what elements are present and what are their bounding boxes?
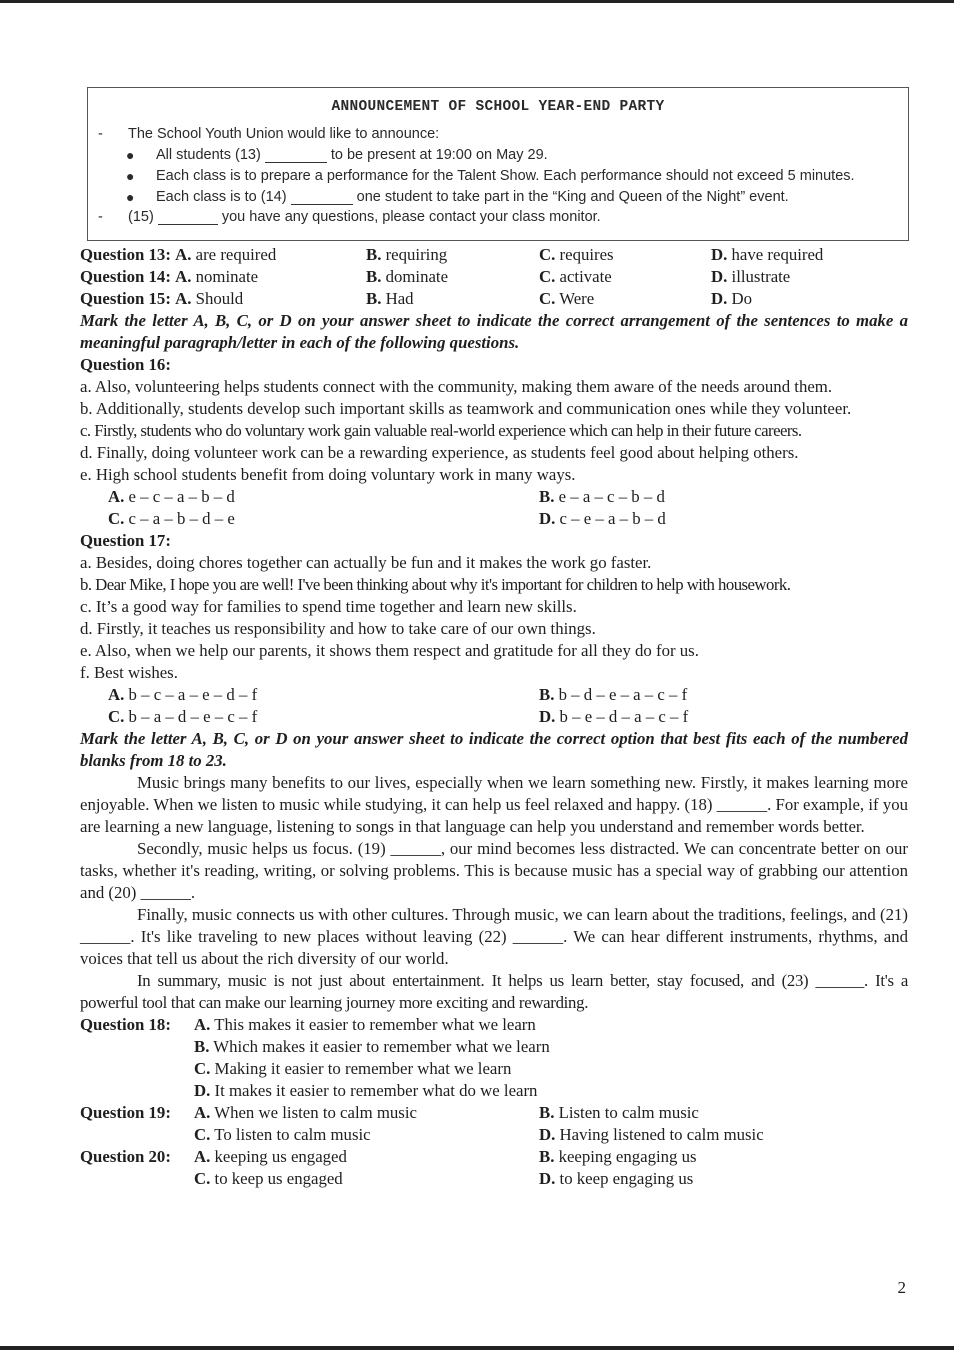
question-18-b: B. Which makes it easier to remember what we learn xyxy=(194,1037,550,1056)
q17-options-ab: A. b – c – a – e – d – f B. b – d – e – a – c – f xyxy=(108,685,688,704)
q17-sentence-d: d. Firstly, it teaches us responsibility and how to take care of our own things. xyxy=(80,619,596,638)
question-13: Question 13: A. are required B. requiring C. requires D. have required xyxy=(80,245,824,264)
top-border xyxy=(0,0,954,3)
q16-sentence-d: d. Finally, doing volunteer work can be a rewarding experience, as students feel good about helping others. xyxy=(80,443,799,462)
q16-sentence-e: e. High school students benefit from doing voluntary work in many ways. xyxy=(80,465,576,484)
passage-paragraph-4: In summary, music is not just about entertainment. It helps us learn better, stay focused, and (23) ______. It's a powerful tool that can make our learning journey more exciting and rewarding. xyxy=(80,971,908,1012)
question-19-cd: C. To listen to calm music D. Having listened to calm music xyxy=(194,1125,764,1144)
passage-paragraph-3: Finally, music connects us with other cultures. Through music, we can learn about the traditions, feelings, and (21) ______. It's like traveling to new places without leaving (22) ______. We can hear different instruments, rhythms, and voices that tell us about the rich diversity of our world. xyxy=(80,905,908,968)
instruction-arrangement: Mark the letter A, B, C, or D on your answer sheet to indicate the correct arrangement of the sentences to make a meaningful paragraph/letter in each of the following questions. xyxy=(80,311,908,352)
q17-sentence-e: e. Also, when we help our parents, it shows them respect and gratitude for all they do for us. xyxy=(80,641,699,660)
bullet-icon: ● xyxy=(126,147,135,163)
passage-paragraph-2: Secondly, music helps us focus. (19) ______, our mind becomes less distracted. We can concentrate better on our tasks, whether it's reading, writing, or solving problems. This is because music has a special way of grabbing our attention and (20) ______. xyxy=(80,839,908,902)
q16-sentence-b: b. Additionally, students develop such important skills as teamwork and communication ones while they volunteer. xyxy=(80,399,852,418)
question-18-a: Question 18: A. This makes it easier to remember what we learn xyxy=(80,1015,536,1034)
question-17-label: Question 17: xyxy=(80,531,171,550)
question-20-ab: Question 20: A. keeping us engaged B. keeping engaging us xyxy=(80,1147,697,1166)
passage-paragraph-1: Music brings many benefits to our lives, especially when we learn something new. Firstly, it makes learning more enjoyable. When we listen to music while studying, it can help us feel relaxed and happy. (18) ______. For example, if you are learning a new language, listening to songs in that language can help you understand and remember words better. xyxy=(80,773,908,836)
q17-options-cd: C. b – a – d – e – c – f D. b – e – d – a – c – f xyxy=(108,707,689,726)
q16-options-ab: A. e – c – a – b – d B. e – a – c – b – d xyxy=(108,487,665,506)
page-number: 2 xyxy=(897,1278,906,1297)
blank-13 xyxy=(265,149,327,163)
q17-sentence-f: f. Best wishes. xyxy=(80,663,178,682)
question-15: Question 15: A. Should B. Had C. Were D. Do xyxy=(80,289,753,308)
blank-15 xyxy=(158,211,218,225)
bottom-border xyxy=(0,1346,954,1350)
instruction-blanks: Mark the letter A, B, C, or D on your answer sheet to indicate the correct option that best fits each of the numbered blanks from 18 to 23. xyxy=(80,729,908,770)
q16-options-cd: C. c – a – b – d – e D. c – e – a – b – d xyxy=(108,509,666,528)
q16-sentence-a: a. Also, volunteering helps students connect with the community, making them aware of the needs around them. xyxy=(80,377,833,396)
question-19-ab: Question 19: A. When we listen to calm music B. Listen to calm music xyxy=(80,1103,699,1122)
question-18-d: D. It makes it easier to remember what do we learn xyxy=(194,1081,538,1100)
announcement-title: ANNOUNCEMENT OF SCHOOL YEAR-END PARTY xyxy=(331,99,665,115)
bullet-icon: ● xyxy=(126,168,135,184)
blank-14 xyxy=(291,191,353,205)
q17-sentence-b: b. Dear Mike, I hope you are well! I've been thinking about why it's important for children to help with housework. xyxy=(80,575,791,594)
q16-sentence-c: c. Firstly, students who do voluntary work gain valuable real-world experience which can help in their future careers. xyxy=(80,421,802,440)
announcement-box: ANNOUNCEMENT OF SCHOOL YEAR-END PARTY - The School Youth Union would like to announce: ● All students (13) to be present at 19:00 on May 29. ● Each class is to prepare a performance for the Talent Show. Each performance should not exceed 5 minutes. ● Each class is to (14) one student to take part in the “King and Queen of the Night” event. - (15) you have any questions, please contact your class monitor. xyxy=(87,87,909,241)
q17-sentence-c: c. It’s a good way for families to spend time together and learn new skills. xyxy=(80,597,577,616)
announcement-intro: The School Youth Union would like to announce: xyxy=(128,126,440,142)
question-18-c: C. Making it easier to remember what we learn xyxy=(194,1059,512,1078)
question-16-label: Question 16: xyxy=(80,355,171,374)
exam-content xyxy=(80,244,908,1190)
q17-sentence-a: a. Besides, doing chores together can actually be fun and it makes the work go faster. xyxy=(80,553,652,572)
bullet-icon: ● xyxy=(126,189,135,205)
question-20-cd: C. to keep us engaged D. to keep engaging us xyxy=(194,1169,694,1188)
question-14: Question 14: A. nominate B. dominate C. activate D. illustrate xyxy=(80,267,791,286)
